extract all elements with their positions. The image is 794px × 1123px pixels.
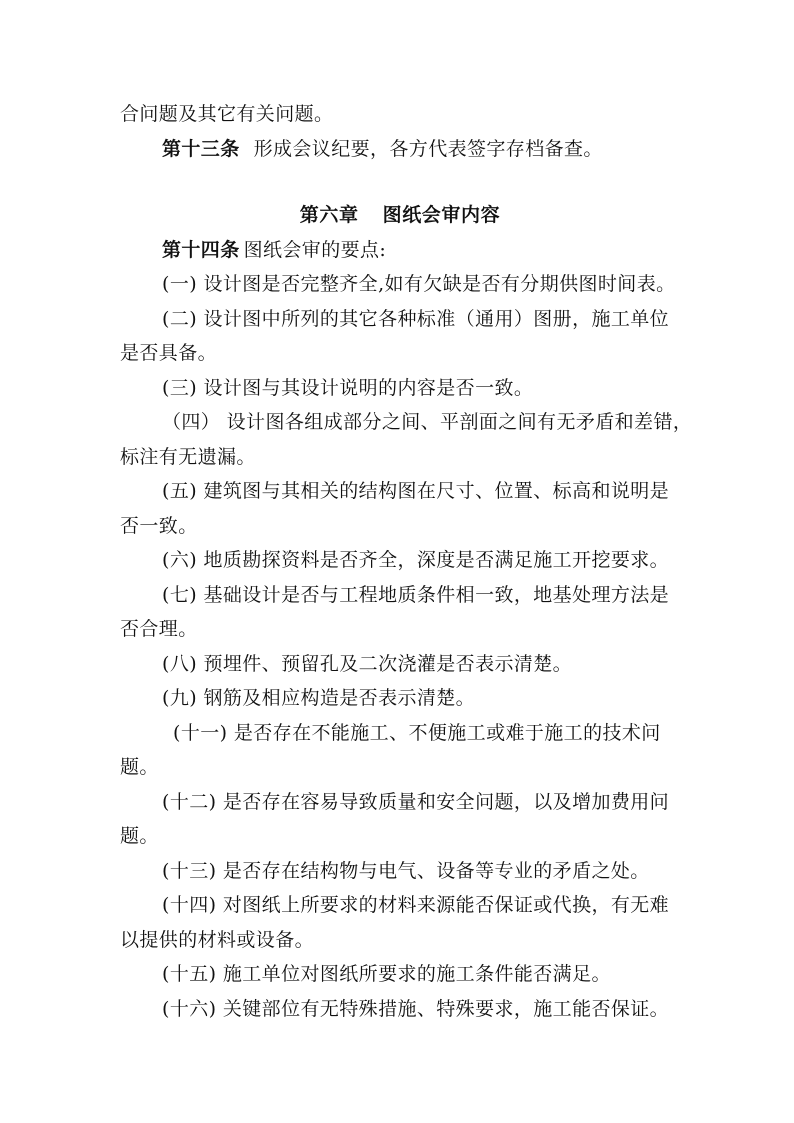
list-item-7-line-1: (七) 基础设计是否与工程地质条件相一致，地基处理方法是 bbox=[162, 583, 670, 606]
article-14-text: 图纸会审的要点: bbox=[243, 238, 387, 261]
list-item-7-line-2: 否合理。 bbox=[120, 618, 198, 640]
list-item-5-line-2: 否一致。 bbox=[120, 514, 198, 537]
list-item-8: (八) 预埋件、预留孔及二次浇灌是否表示清楚。 bbox=[162, 652, 573, 675]
list-item-13: (十三) 是否存在结构物与电气、设备等专业的矛盾之处。 bbox=[162, 859, 650, 882]
list-item-15: (十五) 施工单位对图纸所要求的施工条件能否满足。 bbox=[162, 963, 611, 985]
article-14-label: 第十四条 bbox=[162, 238, 240, 261]
chapter-heading bbox=[120, 198, 680, 233]
list-item-14-line-2: 以提供的材料或设备。 bbox=[120, 928, 315, 951]
article-14 bbox=[120, 233, 680, 268]
list-item-3: (三) 设计图与其设计说明的内容是否一致。 bbox=[162, 376, 534, 399]
chapter-title: 图纸会审内容 bbox=[382, 204, 501, 226]
list-item-9: (九) 钢筋及相应构造是否表示清楚。 bbox=[162, 687, 476, 709]
list-item-5-line-1: (五) 建筑图与其相关的结构图在尺寸、位置、标高和说明是 bbox=[162, 480, 670, 502]
article-13-label: 第十三条 bbox=[162, 137, 240, 160]
chapter-label: 第六章 bbox=[299, 204, 359, 226]
list-item-1: (一) 设计图是否完整齐全,如有欠缺是否有分期供图时间表。 bbox=[162, 273, 676, 295]
list-item-12-line-1: (十二) 是否存在容易导致质量和安全问题，以及增加费用问 bbox=[162, 790, 670, 813]
list-item-11-line-1: (十一) 是否存在不能施工、不便施工或难于施工的技术问 bbox=[173, 721, 661, 744]
list-item-11-line-2: 题。 bbox=[120, 756, 159, 778]
list-item-4-line-1: （四） 设计图各组成部分之间、平剖面之间有无矛盾和差错， bbox=[162, 411, 693, 433]
list-item-4-line-2: 标注有无遗漏。 bbox=[120, 445, 256, 468]
list-item-2-line-1: (二) 设计图中所列的其它各种标准（通用）图册，施工单位 bbox=[162, 307, 670, 330]
list-item-2-line-2: 是否具备。 bbox=[120, 342, 218, 364]
list-item-16: (十六) 关键部位有无特殊措施、特殊要求，施工能否保证。 bbox=[162, 997, 670, 1020]
paragraph-continuation: 合问题及其它有关问题。 bbox=[120, 103, 334, 125]
list-item-14-line-1: (十四) 对图纸上所要求的材料来源能否保证或代换，有无难 bbox=[162, 894, 670, 916]
list-item-6: (六) 地质勘探资料是否齐全，深度是否满足施工开挖要求。 bbox=[162, 549, 670, 571]
article-13-text: 形成会议纪要，各方代表签字存档备查。 bbox=[253, 137, 603, 160]
article-13 bbox=[120, 132, 680, 167]
document-page bbox=[120, 97, 693, 1026]
list-item-12-line-2: 题。 bbox=[120, 825, 159, 847]
